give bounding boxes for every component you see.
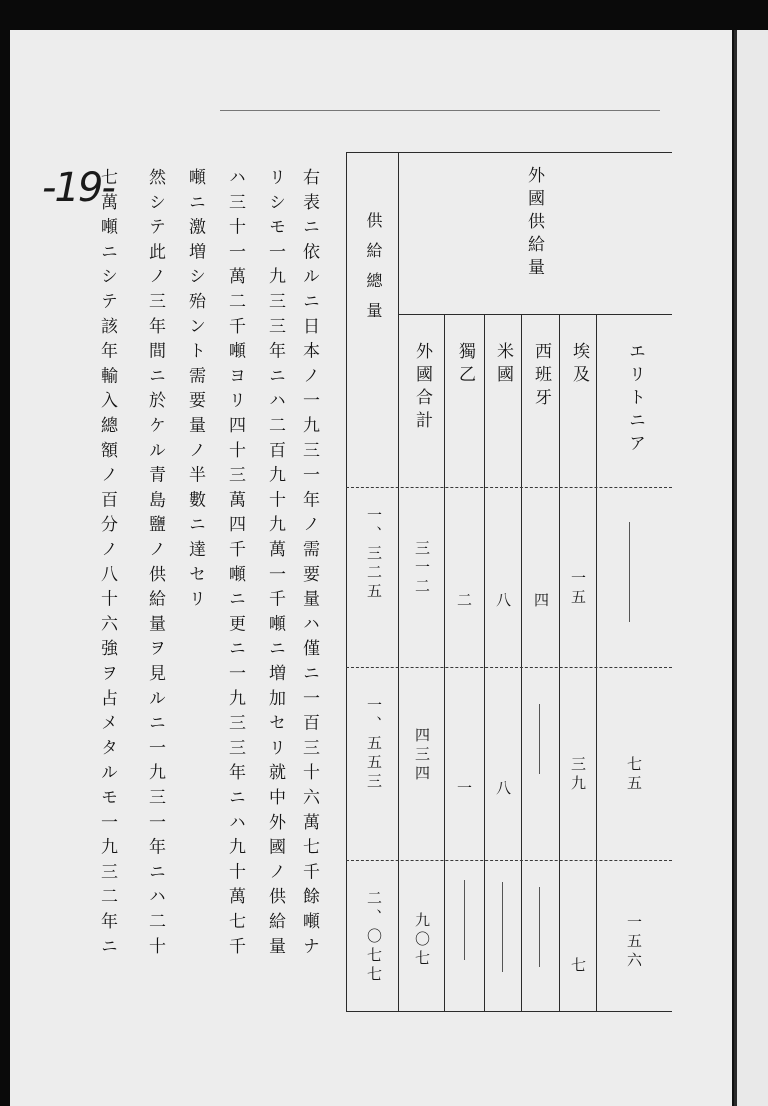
row3-foreign-total: 九〇七 — [413, 912, 431, 969]
row3-egypt: 七 — [569, 957, 587, 976]
row3-usa-dash — [502, 882, 503, 972]
header-eritrea: エリトニア — [625, 342, 645, 457]
body-column-6: 七萬噸ニシテ該年輸入總額ノ百分ノ八十六強ヲ占メタルモ一九三二年ニ — [97, 168, 117, 962]
table-border-top — [346, 152, 672, 153]
col-divider-1 — [444, 314, 445, 1012]
supply-table — [346, 152, 672, 1012]
header-egypt: 埃及 — [569, 342, 589, 388]
header-spain: 西班牙 — [531, 342, 551, 411]
header-foreign-supply: 外國供給量 — [524, 166, 544, 281]
page-number: -19- — [42, 165, 114, 211]
row-rule-3 — [346, 860, 672, 861]
row1-spain: 四 — [532, 592, 550, 611]
row1-germany: 二 — [455, 592, 473, 611]
header-foreign-total: 外國合計 — [412, 342, 432, 434]
adjacent-page-border — [734, 30, 737, 1106]
body-column-4: 噸ニ激増シ殆ント需要量ノ半數ニ達セリ — [185, 168, 205, 615]
header-total-supply: 供給總量 — [364, 212, 383, 332]
row2-egypt: 三九 — [569, 756, 587, 794]
row1-eritrea-dash — [629, 522, 630, 622]
row-rule-1 — [346, 487, 672, 488]
row2-total: 一、五五三 — [365, 697, 383, 792]
body-column-5: 然シテ此ノ三年間ニ於ケル青島鹽ノ供給量ヲ見ルニ一九三一年ニハ二十 — [145, 168, 165, 962]
row3-germany-dash — [464, 880, 465, 960]
row2-germany: 一 — [455, 780, 473, 799]
body-column-3: ハ三十一萬二千噸ヨリ四十三萬四千噸ニ更ニ一九三三年ニハ九十萬七千 — [225, 168, 245, 962]
header-germany: 獨乙 — [455, 342, 475, 388]
row2-spain-dash — [539, 704, 540, 774]
row2-foreign-total: 四三四 — [413, 727, 431, 784]
row2-usa: 八 — [494, 780, 512, 799]
row1-egypt: 一五 — [569, 570, 587, 608]
table-border-left — [346, 152, 347, 1012]
body-column-2: リシモ一九三三年ニハ二百九十九萬一千噸ニ増加セリ就中外國ノ供給量 — [265, 168, 285, 962]
row-rule-2 — [346, 667, 672, 668]
body-column-1: 右表ニ依ルニ日本ノ一九三一年ノ需要量ハ僅ニ一百三十六萬七千餘噸ナ — [299, 168, 319, 962]
table-border-bottom — [346, 1011, 672, 1012]
col-divider-5 — [596, 314, 597, 1012]
row2-eritrea: 七五 — [625, 756, 643, 794]
col-divider-3 — [521, 314, 522, 1012]
col-divider-2 — [484, 314, 485, 1012]
row1-total: 一、三二五 — [365, 507, 383, 602]
row3-eritrea: 一五六 — [625, 914, 643, 971]
top-rule — [220, 110, 660, 111]
row1-usa: 八 — [494, 592, 512, 611]
col-divider-total — [398, 152, 399, 1012]
row3-spain-dash — [539, 887, 540, 967]
document-page — [10, 30, 732, 1106]
foreign-header-rule — [398, 314, 672, 315]
col-divider-4 — [559, 314, 560, 1012]
header-usa: 米國 — [493, 342, 513, 388]
row1-foreign-total: 三一二 — [413, 540, 431, 597]
adjacent-page-edge — [734, 30, 768, 1106]
row3-total: 二、〇七七 — [365, 890, 383, 985]
